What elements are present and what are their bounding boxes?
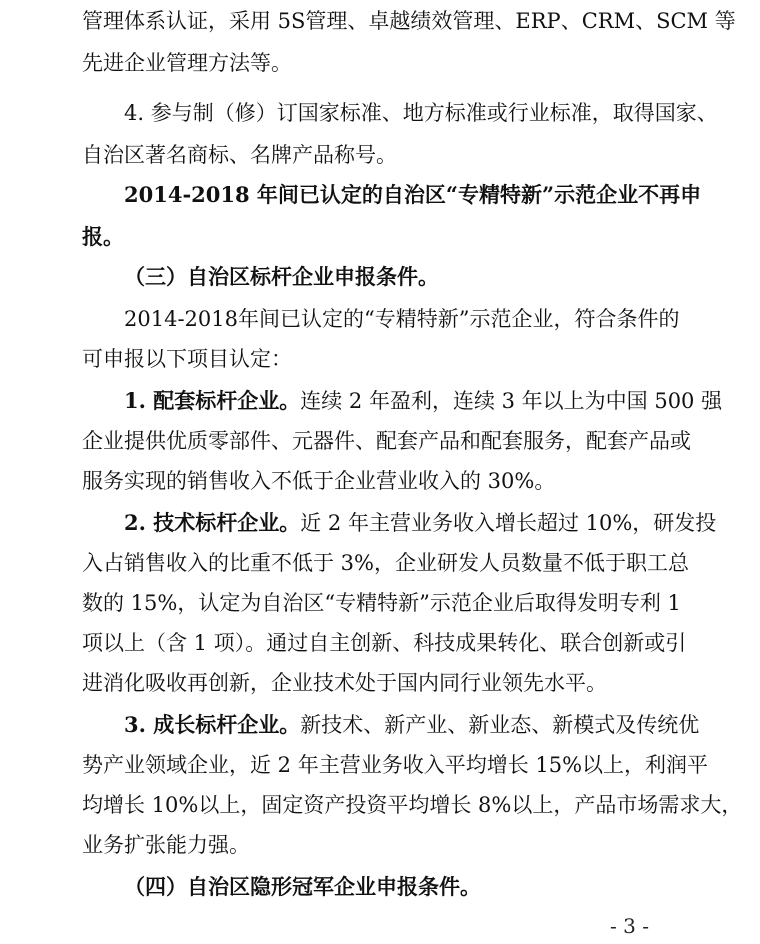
item-text: 连续 2 年盈利，连续 3 年以上为中国 500 强	[300, 389, 723, 413]
item-title: 1. 配套标杆企业。	[124, 388, 301, 413]
text-line: 项以上（含 1 项）。通过自主创新、科技成果转化、联合创新或引	[82, 631, 687, 655]
text-line: 势产业领域企业，近 2 年主营业务收入平均增长 15%以上，利润平	[82, 753, 709, 777]
list-item-1	[124, 386, 760, 416]
text-line: 均增长 10%以上，固定资产投资平均增长 8%以上，产品市场需求大，	[82, 793, 743, 817]
text-line: 进消化吸收再创新，企业技术处于国内同行业领先水平。	[82, 671, 607, 695]
text-line: 数的 15%，认定为自治区“专精特新”示范企业后取得发明专利 1	[82, 591, 681, 615]
item-title: 2. 技术标杆企业。	[124, 510, 301, 535]
section-heading-3: （三）自治区标杆企业申报条件。	[124, 264, 439, 289]
list-item-4: 4. 参与制（修）订国家标准、地方标准或行业标准，取得国家、	[124, 101, 718, 125]
text-line: 自治区著名商标、名牌产品称号。	[82, 143, 397, 167]
text-line: 可申报以下项目认定：	[82, 347, 292, 371]
bold-notice: 2014-2018 年间已认定的自治区“专精特新”示范企业不再申	[124, 182, 702, 207]
bold-notice-cont: 报。	[82, 224, 124, 249]
text-line: 管理体系认证，采用 5S管理、卓越绩效管理、ERP、CRM、SCM 等	[82, 9, 736, 33]
item-title: 3. 成长标杆企业。	[124, 712, 301, 737]
text-line: 2014-2018年间已认定的“专精特新”示范企业，符合条件的	[124, 307, 680, 331]
text-line: 先进企业管理方法等。	[82, 51, 292, 75]
page-number: - 3 -	[610, 914, 649, 938]
text-line: 企业提供优质零部件、元器件、配套产品和配套服务，配套产品或	[82, 429, 691, 453]
item-text: 新技术、新产业、新业态、新模式及传统优	[300, 713, 700, 737]
item-text: 近 2 年主营业务收入增长超过 10%，研发投	[300, 511, 717, 535]
text-line: 业务扩张能力强。	[82, 833, 250, 857]
list-item-3	[124, 710, 760, 740]
section-heading-4: （四）自治区隐形冠军企业申报条件。	[124, 874, 481, 899]
text-line: 服务实现的销售收入不低于企业营业收入的 30%。	[82, 469, 556, 493]
text-line: 入占销售收入的比重不低于 3%，企业研发人员数量不低于职工总	[82, 551, 689, 575]
list-item-2	[124, 508, 760, 538]
